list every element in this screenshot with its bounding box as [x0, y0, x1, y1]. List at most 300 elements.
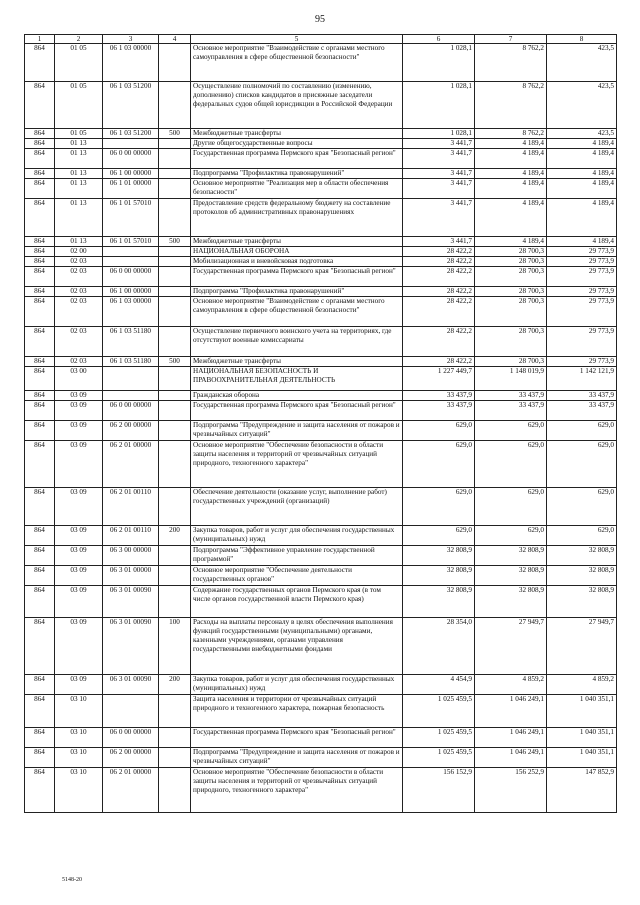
row-value-1-cell: 32 808,9: [403, 586, 475, 618]
row-target-cell: 06 1 03 51180: [103, 357, 159, 367]
row-value-1-cell: 1 227 449,7: [403, 367, 475, 391]
row-expense-type-cell: 500: [159, 237, 191, 247]
row-value-1-cell: 1 025 459,5: [403, 728, 475, 748]
row-value-2-cell: 629,0: [475, 421, 547, 441]
row-value-3-cell: 32 808,9: [547, 546, 617, 566]
row-expense-type-cell: [159, 139, 191, 149]
row-section-cell: 03 09: [55, 566, 103, 586]
table-row: [25, 327, 617, 357]
row-code-cell: 864: [25, 546, 55, 566]
row-code-cell: 864: [25, 441, 55, 488]
row-code-cell: 864: [25, 401, 55, 421]
row-name-cell: Межбюджетные трансферты: [191, 129, 403, 139]
row-target-cell: 06 2 01 00110: [103, 526, 159, 546]
table-row: [25, 401, 617, 421]
row-target-cell: 06 0 00 00000: [103, 267, 159, 287]
row-expense-type-cell: 500: [159, 129, 191, 139]
row-value-2-cell: 629,0: [475, 488, 547, 526]
row-expense-type-cell: [159, 327, 191, 357]
row-target-cell: 06 3 01 00090: [103, 675, 159, 695]
row-value-3-cell: 1 142 121,9: [547, 367, 617, 391]
row-section-cell: 03 10: [55, 768, 103, 813]
row-target-cell: [103, 695, 159, 728]
row-value-2-cell: 1 046 249,1: [475, 695, 547, 728]
row-value-3-cell: 4 189,4: [547, 199, 617, 237]
row-code-cell: 864: [25, 257, 55, 267]
column-header: 2: [55, 35, 103, 44]
row-code-cell: 864: [25, 488, 55, 526]
row-value-2-cell: 28 700,3: [475, 257, 547, 267]
row-section-cell: 02 03: [55, 267, 103, 287]
row-value-2-cell: 8 762,2: [475, 44, 547, 82]
row-value-1-cell: 629,0: [403, 441, 475, 488]
row-value-2-cell: 1 046 249,1: [475, 728, 547, 748]
table-row: [25, 526, 617, 546]
row-code-cell: 864: [25, 695, 55, 728]
column-header: 7: [475, 35, 547, 44]
row-value-2-cell: 28 700,3: [475, 267, 547, 287]
row-target-cell: [103, 257, 159, 267]
row-expense-type-cell: 100: [159, 618, 191, 675]
row-expense-type-cell: [159, 488, 191, 526]
table-row: [25, 675, 617, 695]
row-expense-type-cell: [159, 179, 191, 199]
row-value-3-cell: 423,5: [547, 82, 617, 129]
row-value-1-cell: 1 028,1: [403, 129, 475, 139]
row-expense-type-cell: [159, 566, 191, 586]
row-name-cell: Основное мероприятие "Взаимодействие с органами местного самоуправления в сфере общественной безопасности": [191, 44, 403, 82]
row-value-3-cell: 32 808,9: [547, 586, 617, 618]
row-code-cell: 864: [25, 247, 55, 257]
row-name-cell: Осуществление полномочий по составлению (изменению, дополнению) списков кандидатов в присяжные заседатели федеральных судов общей юрисдикции в Российской Федерации: [191, 82, 403, 129]
row-value-2-cell: 1 046 249,1: [475, 748, 547, 768]
row-value-3-cell: 32 808,9: [547, 566, 617, 586]
row-code-cell: 864: [25, 149, 55, 169]
page-number: 95: [315, 14, 325, 25]
row-expense-type-cell: [159, 367, 191, 391]
row-code-cell: 864: [25, 139, 55, 149]
row-code-cell: 864: [25, 566, 55, 586]
table-row: [25, 82, 617, 129]
row-target-cell: 06 3 01 00090: [103, 586, 159, 618]
row-expense-type-cell: [159, 169, 191, 179]
row-value-1-cell: 3 441,7: [403, 139, 475, 149]
row-code-cell: 864: [25, 287, 55, 297]
table-row: [25, 129, 617, 139]
row-code-cell: 864: [25, 748, 55, 768]
row-expense-type-cell: [159, 695, 191, 728]
row-value-3-cell: 629,0: [547, 488, 617, 526]
row-name-cell: Подпрограмма "Профилактика правонарушений": [191, 287, 403, 297]
table-row: [25, 566, 617, 586]
row-target-cell: [103, 391, 159, 401]
row-code-cell: 864: [25, 768, 55, 813]
row-value-3-cell: 423,5: [547, 44, 617, 82]
table-row: [25, 149, 617, 169]
row-value-3-cell: 1 040 351,1: [547, 728, 617, 748]
row-expense-type-cell: [159, 546, 191, 566]
row-section-cell: 03 09: [55, 586, 103, 618]
row-section-cell: 03 09: [55, 401, 103, 421]
row-section-cell: 01 05: [55, 44, 103, 82]
table-row: [25, 441, 617, 488]
row-value-1-cell: 32 808,9: [403, 566, 475, 586]
row-name-cell: Подпрограмма "Предупреждение и защита населения от пожаров и чрезвычайных ситуаций": [191, 421, 403, 441]
row-code-cell: 864: [25, 391, 55, 401]
row-value-3-cell: 29 773,9: [547, 297, 617, 327]
row-value-2-cell: 4 189,4: [475, 199, 547, 237]
row-value-3-cell: 1 040 351,1: [547, 695, 617, 728]
column-header: 5: [191, 35, 403, 44]
row-value-1-cell: 28 422,2: [403, 247, 475, 257]
row-value-2-cell: 4 189,4: [475, 179, 547, 199]
row-value-3-cell: 29 773,9: [547, 267, 617, 287]
row-section-cell: 03 09: [55, 546, 103, 566]
table-row: [25, 357, 617, 367]
row-expense-type-cell: [159, 401, 191, 421]
table-row: [25, 728, 617, 748]
row-value-2-cell: 629,0: [475, 526, 547, 546]
row-section-cell: 01 13: [55, 139, 103, 149]
table-row: [25, 297, 617, 327]
row-target-cell: 06 2 01 00000: [103, 441, 159, 488]
row-code-cell: 864: [25, 327, 55, 357]
table-row: [25, 748, 617, 768]
row-target-cell: 06 1 00 00000: [103, 169, 159, 179]
table-row: [25, 695, 617, 728]
row-code-cell: 864: [25, 267, 55, 287]
row-value-1-cell: 3 441,7: [403, 237, 475, 247]
row-value-2-cell: 4 189,4: [475, 237, 547, 247]
row-name-cell: Государственная программа Пермского края "Безопасный регион": [191, 401, 403, 421]
row-section-cell: 03 09: [55, 675, 103, 695]
row-target-cell: 06 0 00 00000: [103, 401, 159, 421]
row-section-cell: 01 13: [55, 179, 103, 199]
row-name-cell: Государственная программа Пермского края "Безопасный регион": [191, 149, 403, 169]
row-value-2-cell: 28 700,3: [475, 357, 547, 367]
table-row: [25, 367, 617, 391]
row-code-cell: 864: [25, 357, 55, 367]
row-section-cell: 02 00: [55, 247, 103, 257]
row-value-2-cell: 4 859,2: [475, 675, 547, 695]
row-name-cell: Государственная программа Пермского края "Безопасный регион": [191, 728, 403, 748]
budget-table: [24, 34, 617, 813]
row-expense-type-cell: [159, 586, 191, 618]
row-value-2-cell: 629,0: [475, 441, 547, 488]
row-target-cell: 06 2 01 00110: [103, 488, 159, 526]
table-row: [25, 586, 617, 618]
row-section-cell: 01 05: [55, 129, 103, 139]
row-name-cell: Другие общегосударственные вопросы: [191, 139, 403, 149]
row-value-1-cell: 33 437,9: [403, 391, 475, 401]
row-value-1-cell: 629,0: [403, 421, 475, 441]
row-value-1-cell: 32 808,9: [403, 546, 475, 566]
row-value-1-cell: 3 441,7: [403, 199, 475, 237]
row-value-2-cell: 8 762,2: [475, 82, 547, 129]
row-expense-type-cell: [159, 82, 191, 129]
row-name-cell: Предоставление средств федеральному бюджету на составление протоколов об административных правонарушениях: [191, 199, 403, 237]
row-value-2-cell: 28 700,3: [475, 287, 547, 297]
row-code-cell: 864: [25, 237, 55, 247]
table-row: [25, 247, 617, 257]
row-expense-type-cell: [159, 44, 191, 82]
table-row: [25, 546, 617, 566]
row-value-2-cell: 4 189,4: [475, 169, 547, 179]
row-value-1-cell: 1 028,1: [403, 82, 475, 129]
row-expense-type-cell: 500: [159, 357, 191, 367]
row-name-cell: НАЦИОНАЛЬНАЯ БЕЗОПАСНОСТЬ И ПРАВООХРАНИТЕЛЬНАЯ ДЕЯТЕЛЬНОСТЬ: [191, 367, 403, 391]
table-row: [25, 287, 617, 297]
row-code-cell: 864: [25, 297, 55, 327]
row-name-cell: Основное мероприятие "Обеспечение деятельности государственных органов": [191, 566, 403, 586]
row-value-2-cell: 1 148 019,9: [475, 367, 547, 391]
row-name-cell: Защита населения и территории от чрезвычайных ситуаций природного и техногенного характера, пожарная безопасность: [191, 695, 403, 728]
row-name-cell: Межбюджетные трансферты: [191, 237, 403, 247]
row-section-cell: 02 03: [55, 327, 103, 357]
table-row: [25, 199, 617, 237]
row-value-2-cell: 28 700,3: [475, 327, 547, 357]
row-name-cell: Межбюджетные трансферты: [191, 357, 403, 367]
row-value-2-cell: 32 808,9: [475, 546, 547, 566]
footer-code: 5148-20: [62, 877, 82, 883]
row-value-2-cell: 32 808,9: [475, 586, 547, 618]
row-value-3-cell: 4 189,4: [547, 149, 617, 169]
row-code-cell: 864: [25, 526, 55, 546]
row-value-2-cell: 27 949,7: [475, 618, 547, 675]
row-expense-type-cell: [159, 297, 191, 327]
row-code-cell: 864: [25, 728, 55, 748]
row-target-cell: 06 2 01 00000: [103, 768, 159, 813]
row-code-cell: 864: [25, 586, 55, 618]
row-section-cell: 02 03: [55, 257, 103, 267]
row-value-2-cell: 28 700,3: [475, 297, 547, 327]
row-name-cell: Расходы на выплаты персоналу в целях обеспечения выполнения функций государственными (муниципальными) органами, казенными учреждениями, органами управления государственными внебюджетными фондами: [191, 618, 403, 675]
row-expense-type-cell: [159, 728, 191, 748]
row-target-cell: 06 2 00 00000: [103, 421, 159, 441]
row-target-cell: 06 3 01 00090: [103, 618, 159, 675]
row-value-1-cell: 3 441,7: [403, 179, 475, 199]
row-value-3-cell: 4 859,2: [547, 675, 617, 695]
row-expense-type-cell: [159, 149, 191, 169]
row-value-1-cell: 28 422,2: [403, 267, 475, 287]
row-target-cell: 06 1 03 51200: [103, 82, 159, 129]
row-expense-type-cell: [159, 257, 191, 267]
row-value-3-cell: 27 949,7: [547, 618, 617, 675]
row-target-cell: 06 0 00 00000: [103, 728, 159, 748]
row-code-cell: 864: [25, 199, 55, 237]
row-target-cell: 06 1 03 51200: [103, 129, 159, 139]
column-header: 1: [25, 35, 55, 44]
row-section-cell: 01 13: [55, 237, 103, 247]
row-value-2-cell: 28 700,3: [475, 247, 547, 257]
row-target-cell: 06 1 01 57010: [103, 199, 159, 237]
row-section-cell: 01 13: [55, 199, 103, 237]
row-section-cell: 01 05: [55, 82, 103, 129]
row-value-1-cell: 33 437,9: [403, 401, 475, 421]
row-name-cell: Основное мероприятие "Обеспечение безопасности в области защиты населения и территорий от чрезвычайных ситуаций природного, техногенного характера": [191, 441, 403, 488]
row-target-cell: 06 1 01 00000: [103, 179, 159, 199]
row-value-3-cell: 629,0: [547, 526, 617, 546]
column-header: 3: [103, 35, 159, 44]
row-name-cell: Государственная программа Пермского края "Безопасный регион": [191, 267, 403, 287]
row-section-cell: 03 00: [55, 367, 103, 391]
row-code-cell: 864: [25, 421, 55, 441]
row-expense-type-cell: [159, 267, 191, 287]
row-code-cell: 864: [25, 82, 55, 129]
row-value-3-cell: 147 852,9: [547, 768, 617, 813]
row-expense-type-cell: [159, 199, 191, 237]
row-code-cell: 864: [25, 675, 55, 695]
row-section-cell: 03 09: [55, 488, 103, 526]
row-value-3-cell: 29 773,9: [547, 357, 617, 367]
row-name-cell: Гражданская оборона: [191, 391, 403, 401]
row-target-cell: 06 1 03 00000: [103, 44, 159, 82]
row-target-cell: [103, 139, 159, 149]
row-target-cell: 06 1 03 51180: [103, 327, 159, 357]
table-row: [25, 179, 617, 199]
table-row: [25, 139, 617, 149]
row-expense-type-cell: [159, 287, 191, 297]
row-name-cell: Содержание государственных органов Пермского края (в том числе органов государственной власти Пермского края): [191, 586, 403, 618]
table-row: [25, 267, 617, 287]
row-target-cell: 06 1 01 57010: [103, 237, 159, 247]
row-value-3-cell: 29 773,9: [547, 287, 617, 297]
row-value-1-cell: 1 028,1: [403, 44, 475, 82]
row-target-cell: 06 0 00 00000: [103, 149, 159, 169]
column-header: 4: [159, 35, 191, 44]
row-name-cell: Основное мероприятие "Обеспечение безопасности в области защиты населения и территорий от чрезвычайных ситуаций природного, техногенного характера": [191, 768, 403, 813]
table-row: [25, 391, 617, 401]
row-value-3-cell: 29 773,9: [547, 327, 617, 357]
row-section-cell: 03 10: [55, 728, 103, 748]
row-expense-type-cell: [159, 391, 191, 401]
row-value-1-cell: 156 152,9: [403, 768, 475, 813]
row-value-1-cell: 629,0: [403, 526, 475, 546]
row-code-cell: 864: [25, 44, 55, 82]
row-value-1-cell: 1 025 459,5: [403, 695, 475, 728]
table-row: [25, 237, 617, 247]
row-value-1-cell: 4 454,9: [403, 675, 475, 695]
row-value-2-cell: 4 189,4: [475, 149, 547, 169]
row-code-cell: 864: [25, 618, 55, 675]
row-value-1-cell: 28 422,2: [403, 287, 475, 297]
row-value-3-cell: 423,5: [547, 129, 617, 139]
row-name-cell: Основное мероприятие "Реализация мер в области обеспечения безопасности": [191, 179, 403, 199]
row-value-2-cell: 156 252,9: [475, 768, 547, 813]
row-expense-type-cell: [159, 421, 191, 441]
row-target-cell: 06 1 00 00000: [103, 287, 159, 297]
row-value-3-cell: 629,0: [547, 441, 617, 488]
row-expense-type-cell: [159, 441, 191, 488]
row-value-3-cell: 4 189,4: [547, 139, 617, 149]
row-value-3-cell: 33 437,9: [547, 391, 617, 401]
row-expense-type-cell: [159, 247, 191, 257]
row-value-1-cell: 3 441,7: [403, 169, 475, 179]
row-name-cell: Осуществление первичного воинского учета на территориях, где отсутствуют военные комиссариаты: [191, 327, 403, 357]
row-target-cell: [103, 367, 159, 391]
table-row: [25, 421, 617, 441]
row-value-1-cell: 1 025 459,5: [403, 748, 475, 768]
column-header: 6: [403, 35, 475, 44]
table-row: [25, 169, 617, 179]
row-code-cell: 864: [25, 179, 55, 199]
row-name-cell: Подпрограмма "Предупреждение и защита населения от пожаров и чрезвычайных ситуаций": [191, 748, 403, 768]
table-row: [25, 44, 617, 82]
row-section-cell: 01 13: [55, 149, 103, 169]
column-header: 8: [547, 35, 617, 44]
row-section-cell: 01 13: [55, 169, 103, 179]
row-name-cell: Обеспечение деятельности (оказание услуг, выполнение работ) государственных учреждений (организаций): [191, 488, 403, 526]
row-section-cell: 02 03: [55, 297, 103, 327]
row-code-cell: 864: [25, 367, 55, 391]
table-row: [25, 488, 617, 526]
row-value-1-cell: 28 422,2: [403, 257, 475, 267]
row-value-2-cell: 4 189,4: [475, 139, 547, 149]
row-value-3-cell: 1 040 351,1: [547, 748, 617, 768]
row-value-3-cell: 4 189,4: [547, 179, 617, 199]
row-value-1-cell: 629,0: [403, 488, 475, 526]
row-value-1-cell: 28 354,0: [403, 618, 475, 675]
row-target-cell: 06 1 03 00000: [103, 297, 159, 327]
row-section-cell: 03 10: [55, 748, 103, 768]
row-section-cell: 03 09: [55, 618, 103, 675]
row-expense-type-cell: [159, 768, 191, 813]
row-name-cell: Закупка товаров, работ и услуг для обеспечения государственных (муниципальных) нужд: [191, 526, 403, 546]
table-row: [25, 768, 617, 813]
row-name-cell: НАЦИОНАЛЬНАЯ ОБОРОНА: [191, 247, 403, 257]
row-name-cell: Подпрограмма "Эффективное управление государственной программой": [191, 546, 403, 566]
row-value-1-cell: 28 422,2: [403, 297, 475, 327]
row-value-3-cell: 33 437,9: [547, 401, 617, 421]
row-section-cell: 02 03: [55, 287, 103, 297]
row-expense-type-cell: [159, 748, 191, 768]
row-value-3-cell: 629,0: [547, 421, 617, 441]
row-expense-type-cell: 200: [159, 526, 191, 546]
row-value-2-cell: 33 437,9: [475, 391, 547, 401]
row-target-cell: 06 2 00 00000: [103, 748, 159, 768]
row-section-cell: 03 09: [55, 421, 103, 441]
row-section-cell: 02 03: [55, 357, 103, 367]
row-value-3-cell: 29 773,9: [547, 247, 617, 257]
row-name-cell: Мобилизационная и вневойсковая подготовка: [191, 257, 403, 267]
row-value-3-cell: 29 773,9: [547, 257, 617, 267]
table-row: [25, 257, 617, 267]
row-section-cell: 03 10: [55, 695, 103, 728]
row-name-cell: Подпрограмма "Профилактика правонарушений": [191, 169, 403, 179]
table-header-row: [25, 35, 617, 44]
row-code-cell: 864: [25, 169, 55, 179]
row-value-1-cell: 3 441,7: [403, 149, 475, 169]
row-value-1-cell: 28 422,2: [403, 357, 475, 367]
row-value-3-cell: 4 189,4: [547, 169, 617, 179]
row-expense-type-cell: 200: [159, 675, 191, 695]
row-name-cell: Закупка товаров, работ и услуг для обеспечения государственных (муниципальных) нужд: [191, 675, 403, 695]
row-value-2-cell: 32 808,9: [475, 566, 547, 586]
row-value-2-cell: 33 437,9: [475, 401, 547, 421]
table-row: [25, 618, 617, 675]
row-target-cell: [103, 247, 159, 257]
row-code-cell: 864: [25, 129, 55, 139]
row-name-cell: Основное мероприятие "Взаимодействие с органами местного самоуправления в сфере общественной безопасности": [191, 297, 403, 327]
row-target-cell: 06 3 01 00000: [103, 566, 159, 586]
row-value-2-cell: 8 762,2: [475, 129, 547, 139]
row-target-cell: 06 3 00 00000: [103, 546, 159, 566]
row-section-cell: 03 09: [55, 441, 103, 488]
row-value-1-cell: 28 422,2: [403, 327, 475, 357]
row-section-cell: 03 09: [55, 391, 103, 401]
row-value-3-cell: 4 189,4: [547, 237, 617, 247]
row-section-cell: 03 09: [55, 526, 103, 546]
